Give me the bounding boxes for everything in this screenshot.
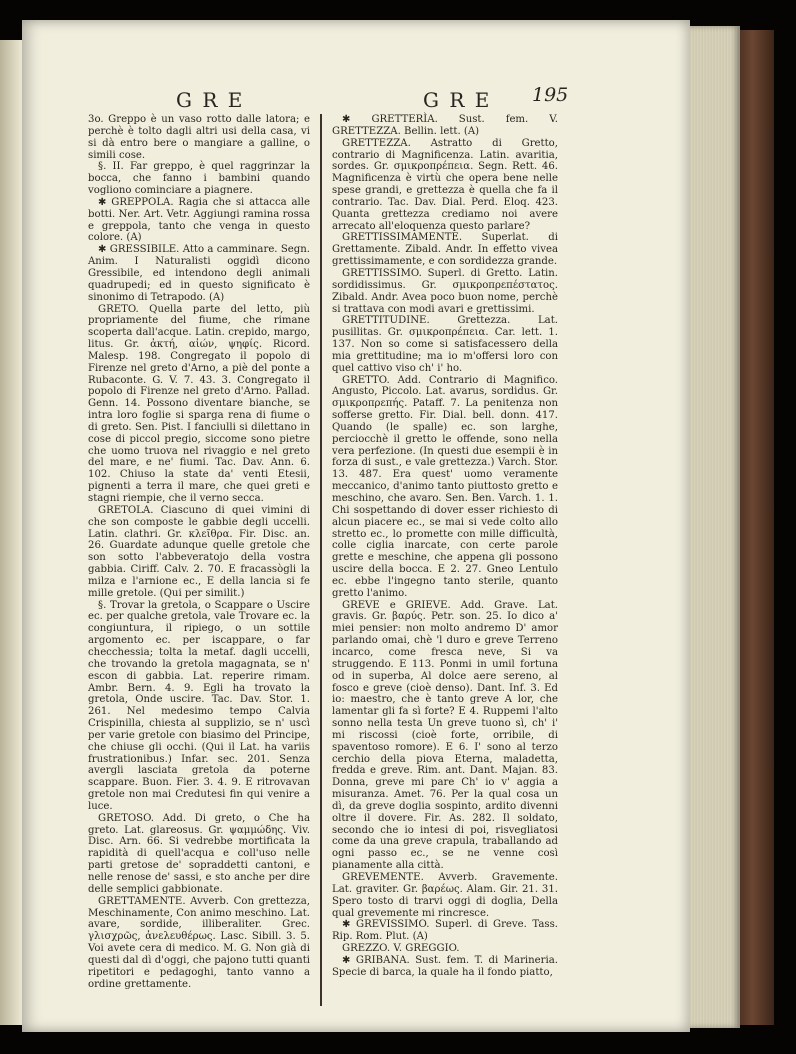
entry-paragraph: §. Trovar la gretola, o Scappare o Uscire ec. per qualche gretola, vale Trovare ec. la congiuntura, il ripiego, o un sottile argomento ec. per iscappare, o far checchessia; tolta la metaf. dagli uccelli, che trovando la gretola magagnata, se n' escon di gabbia. Lat. reperire rimam. Ambr. Bern. 4. 9. Egli ha trovato la gretola, Onde uscire. Tac. Dav. Stor. 1. 261. Nel medesimo tempo Calvia Crispinilla, chiesta al supplizio, se n' uscì per varie gretole con biasimo del Principe, che chiuse gli occhi. (Qui il Lat. ha variis frustrationibus.) Infar. sec. 201. Senza avergli lasciata gretola da poterne scappare. Buon. Fier. 3. 4. 9. E ritrovavan gretole non mai Credutesi fin qui venire a luce.	[88, 599, 310, 812]
page-fore-edge	[684, 26, 740, 1028]
entry-paragraph: 3o. Greppo è un vaso rotto dalle latora; e perchè è tolto dagli altri usi della casa, vi si dà entro bere o mangiare a galline, o simili cose.	[88, 114, 310, 161]
entry-paragraph: ✱ GRESSIBILE. Atto a camminare. Segn. Anim. I Naturalisti oggidì dicono Gressibile, ed intendono degli animali quadrupedi; ed in questo significato è sinonimo di Tetrapodo. (A)	[88, 244, 310, 303]
running-head-left: G R E	[176, 88, 245, 112]
entry-paragraph: GREZZO. V. GREGGIO.	[342, 943, 460, 955]
entry-paragraph: GRETO. Quella parte del letto, più propriamente del fiume, che rimane scoperta dall'acque. Latin. crepido, margo, litus. Gr. ἀκτή, αἰών, ψηφίς. Ricord. Malesp. 198. Congregato il popolo di Firenze nel greto d'Arno, a piè del ponte a Rubaconte. G. V. 7. 43. 3. Congregato il popolo di Firenze nel greto d'Arno. Pallad. Genn. 14. Possono diventare bianche, se intra loro foglie si sparga rena di fiume o di greto. Sen. Pist. I fanciulli si dilettano in cose di piccol pregio, siccome sono pietre che uomo truova nel rivaggio e nel greto del mare, e ne' fiumi. Tac. Dav. Ann. 6. 102. Chiuso la state da' venti Etesii, pignenti a terra il mare, che quei greti e stagni riempie, che il verno secca.	[88, 303, 310, 504]
entry-paragraph: ✱ GREVISSIMO. Superl. di Greve. Tass. Rip. Rom. Plut. (A)	[332, 919, 558, 943]
entry-paragraph: GRETTISSIMO. Superl. di Gretto. Latin. sordidissimus. Gr. σμικροπρεπέστατος. Zibald. Andr. Avea poco buon nome, perchè si trattava con modi avari e grettissimi.	[332, 267, 558, 315]
running-head-right: G R E	[423, 88, 492, 112]
entry-paragraph: GRETTO. Add. Contrario di Magnifico. Angusto, Piccolo. Lat. avarus, sordidus. Gr. σμικροπρεπής. Pataff. 7. La penitenza non sofferse gretto. Fir. Dial. bell. donn. 417. Quando (le spalle) ec. son larghe, perciocchè il gretto le offende, sono nella vera perfezione. (In questi due esempii è in forza di sust., e vale grettezza.) Varch. Stor. 13. 487. Era quest' uomo veramente meccanico, d'animo tanto piuttosto gretto e meschino, che avaro. Sen. Ben. Varch. 1. 1. Chi sospettando di dover esser richiesto di alcun piacere ec., se mai si vede colto allo stretto ec., lo promette con mille difficultà, colle ciglia inarcate, con certe parole grette e meschine, che appena gli possono uscire della bocca. E 2. 27. Gneo Lentulo ec. ebbe l'ingegno tanto sterile, quanto gretto l'animo.	[332, 374, 558, 599]
entry-paragraph: GRETOLA. Ciascuno di quei vimini di che son composte le gabbie degli uccelli. Latin. clathri. Gr. κλεῖθρα. Fir. Disc. an. 26. Guardate adunque quelle gretole che son sotto l'abbeveratojo della vostra gabbia. Ciriff. Calv. 2. 70. E fracassògli la milza e l'arnione ec., E della lancia si fe mille gretole. (Qui per similit.)	[88, 504, 310, 599]
column-divider	[320, 114, 322, 1006]
entry-paragraph: GREVE e GRIEVE. Add. Grave. Lat. gravis. Gr. βαρύς. Petr. son. 25. Io dico a' miei pensier: non molto andremo D' amor parlando omai, chè 'l duro e greve Terreno incarco, come fresca neve, Si va struggendo. E 113. Ponmi in umil fortuna od in superba, Al dolce aere sereno, al fosco e greve (cioè denso). Dant. Inf. 3. Ed io: maestro, che è tanto greve A lor, che lamentar gli fa sì forte? E 4. Ruppemi l'alto sonno nella testa Un greve tuono sì, ch' i' mi riscossi (cioè forte, orribile, di spaventoso romore). E 6. I' sono al terzo cerchio della piova Eterna, maladetta, fredda e greve. Rim. ant. Dant. Majan. 83. Donna, greve mi pare Ch' io v' aggia a misuranza. Amet. 76. Per la qual cosa un dì, da greve doglia sospinto, ardito divenni oltre il dovere. Fir. As. 282. Il soldato, secondo che io intesi di poi, risvegliatosi come da una greve crapula, traballando ad ogni passo ec., se ne venne così pianamente alla città.	[332, 599, 558, 872]
book-cover-edge	[738, 30, 774, 1025]
entry-paragraph: ✱ GRIBANA. Sust. fem. T. di Marineria. Specie di barca, la quale ha il fondo piatto,	[332, 954, 558, 978]
entry-paragraph: GRETOSO. Add. Di greto, o Che ha greto. Lat. glareosus. Gr. ψαμμώδης. Viv. Disc. Arn. 66. Si vedrebbe mortificata la rapidità di quell'acqua e coll'uso nelle parti gretose de' sopraddetti cantoni, e nelle renose de' sassi, e sto anche per dire delle semplici gabbionate.	[88, 812, 310, 895]
entry-paragraph: GRETTEZZA. Astratto di Gretto, contrario di Magnificenza. Latin. avaritia, sordes. Gr. σμικροπρέπεια. Segn. Rett. 46. Magnificenza è virtù che opera bene nelle spese grandi, e grettezza è quella che fa il contrario. Tac. Dav. Dial. Perd. Eloq. 423. Quanta grettezza crediamo noi avere arrecato all'eloquenza questo parlare?	[332, 137, 558, 232]
entry-paragraph: ✱ GRETTERÌA. Sust. fem. V. GRETTEZZA. Bellin. lett. (A)	[332, 114, 558, 137]
entry-paragraph: GRETTISSIMAMENTE. Superlat. di Grettamente. Zibald. Andr. In effetto vivea grettissimamente, e con sordidezza grande.	[332, 232, 558, 268]
left-column	[88, 114, 310, 990]
page-number: 195	[532, 84, 569, 106]
entry-paragraph: GRETTAMENTE. Avverb. Con grettezza, Meschinamente, Con animo meschino. Lat. avare, sordide, illiberaliter. Grec. γλισχρῶς, ἀνελευθέρως. Lasc. Sibill. 3. 5. Voi avete cera di medico. M. G. Non già di questi dal dì d'oggi, che pajono tutti quanti ripetitori e pedagoghi, tanto vanno a ordine grettamente.	[88, 895, 310, 990]
entry-paragraph: GRETTITUDINE. Grettezza. Lat. pusillitas. Gr. σμικροπρέπεια. Car. lett. 1. 137. Non so come si satisfacessero della mia grettitudine; ma io m'offersi loro con quel cattivo viso ch' i' ho.	[332, 315, 558, 374]
entry-paragraph: ✱ GREPPOLA. Ragia che si attacca alle botti. Ner. Art. Vetr. Aggiungi ramina rossa e greppola, tanto che venga in questo colore. (A)	[88, 196, 310, 244]
entry-paragraph: GREVEMENTE. Avverb. Gravemente. Lat. graviter. Gr. βαρέως. Alam. Gir. 21. 31. Spero tosto di trarvi oggi di doglia, Della qual grevemente mi rincresce.	[332, 872, 558, 919]
entry-paragraph: §. II. Far greppo, è quel raggrinzar la bocca, che fanno i bambini quando vogliono cominciare a piagnere.	[88, 161, 310, 197]
right-column	[332, 114, 558, 979]
